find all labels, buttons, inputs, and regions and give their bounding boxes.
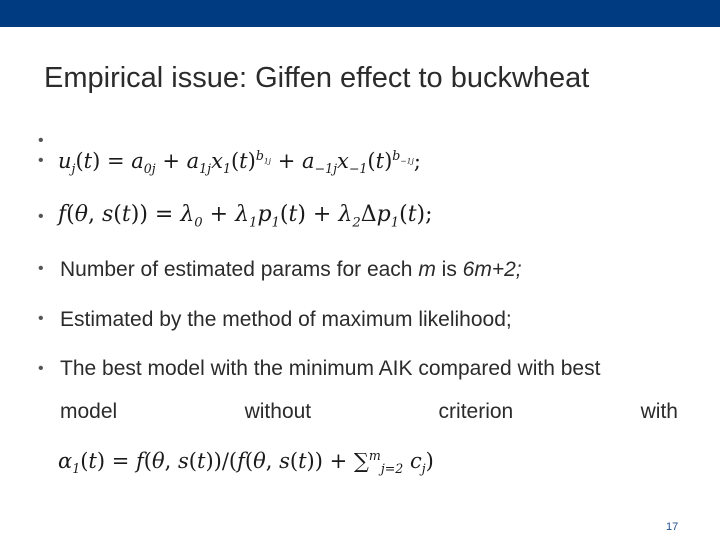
params-count-text: Number of estimated params for each m is 6m+2;	[60, 258, 522, 281]
justified-continuation-line	[60, 400, 678, 426]
bullet-marker-5: •	[38, 360, 44, 377]
word-criterion: criterion	[438, 400, 514, 423]
word-model: model	[60, 400, 118, 423]
bullet-marker-4: •	[38, 310, 44, 327]
slide-title: Empirical issue: Giffen effect to buckwheat	[44, 62, 590, 94]
bullet-marker-3: •	[38, 260, 44, 277]
ml-method-text: Estimated by the method of maximum likelihood;	[60, 308, 512, 331]
bullet-marker-2: •	[38, 208, 44, 225]
best-model-text: The best model with the minimum AIK compared with best	[60, 357, 601, 380]
bullet-marker-1: •	[38, 152, 44, 169]
word-without: without	[244, 400, 312, 423]
top-banner	[0, 0, 720, 27]
f-formula: f(θ, $s(t)) = \lambda_0 + \lambda_1p_1(t) + \lambda_2\Delta p_1(t)$;	[58, 202, 433, 231]
page-number: 17	[666, 521, 679, 533]
alpha-formula: $\alpha_1(t) = f(\theta$, s(t))/(f(θ, s(t)) + ∑$^m_{j=2}$ $c_j$)	[58, 448, 434, 477]
empty-bullet: •	[38, 132, 44, 149]
word-with: with	[640, 400, 678, 423]
utility-formula: $u_j(t) = a_{0j} + a_{1j}x_1(t)^{b_{1j}} + a_{-1j}x_{-1}(t)^{b_{-1j}}$;	[58, 148, 421, 177]
